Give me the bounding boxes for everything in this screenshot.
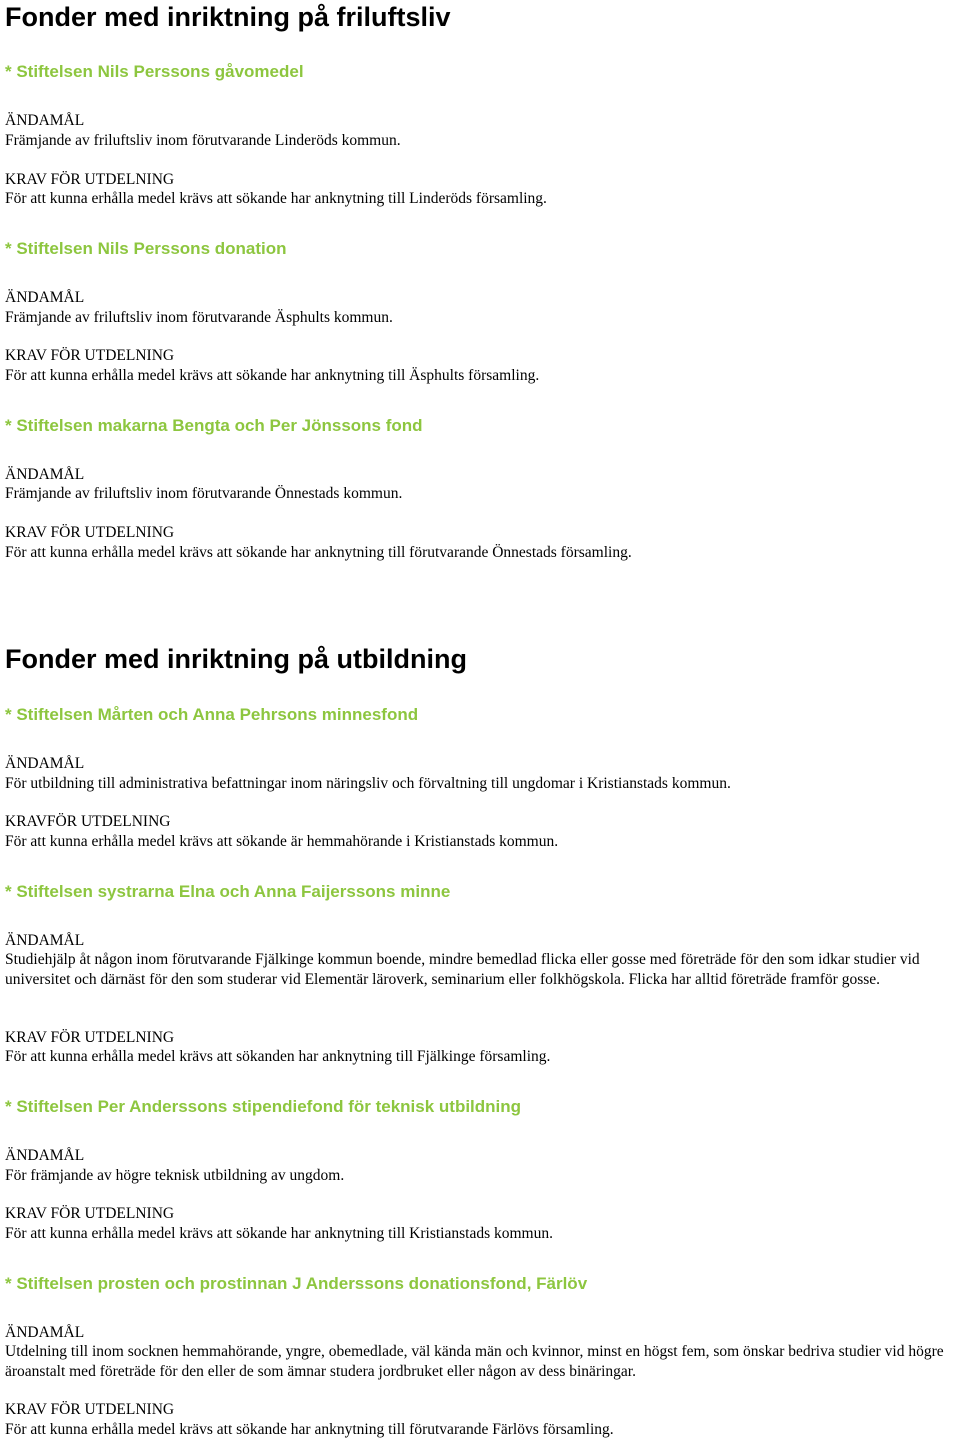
requirement-label: KRAV FÖR UTDELNING [5,1205,175,1222]
purpose-label: ÄNDAMÅL [5,755,85,772]
purpose-text: Främjande av friluftsliv inom förutvarande Äsphults kommun. [5,309,393,326]
purpose-text: Främjande av friluftsliv inom förutvarande Linderöds kommun. [5,132,401,149]
requirement-label: KRAV FÖR UTDELNING [5,1401,175,1418]
fund-title: * Stiftelsen Nils Perssons donation [5,239,287,258]
purpose-text: Utdelning till inom socknen hemmahörande, yngre, obemedlade, väl kända män och kvinnor, minst en högst fem, som önskar bedriva studier vid högre äroanstalt med företräde för den eller de som ämnar studera jordbruket eller någon av dess binäringar. [5,1343,944,1380]
requirement-text: För att kunna erhålla medel krävs att sökande har anknytning till Äsphults församling. [5,367,540,384]
requirement-label: KRAV FÖR UTDELNING [5,524,175,541]
section-title-friluftsliv: Fonder med inriktning på friluftsliv [5,2,451,32]
purpose-text: Studiehjälp åt någon inom förutvarande Fjälkinge kommun boende, mindre bemedlad flicka eller gosse med företräde för den som idkar studier vid universitet och därnäst för den som studerar vid Elementär läroverk, seminarium eller folkhögskola. Flicka har alltid företräde framför gosse. [5,951,920,988]
fund-title: * Stiftelsen Per Anderssons stipendiefond för teknisk utbildning [5,1097,522,1116]
purpose-text: Främjande av friluftsliv inom förutvarande Önnestads kommun. [5,485,403,502]
purpose-label: ÄNDAMÅL [5,112,85,129]
section-title-utbildning: Fonder med inriktning på utbildning [5,644,467,674]
fund-title: * Stiftelsen Mårten och Anna Pehrsons minnesfond [5,705,419,724]
purpose-label: ÄNDAMÅL [5,932,85,949]
requirement-text: För att kunna erhålla medel krävs att sökande är hemmahörande i Kristianstads kommun. [5,833,559,850]
fund-title: * Stiftelsen systrarna Elna och Anna Faijerssons minne [5,882,451,901]
fund-entry [5,62,304,82]
purpose-text: För utbildning till administrativa befattningar inom näringsliv och förvaltning till ungdomar i Kristianstads kommun. [5,775,731,792]
fund-title: * Stiftelsen prosten och prostinnan J Anderssons donationsfond, Färlöv [5,1274,588,1293]
purpose-label: ÄNDAMÅL [5,1147,85,1164]
purpose-text: För främjande av högre teknisk utbildning av ungdom. [5,1167,345,1184]
purpose-label: ÄNDAMÅL [5,466,85,483]
requirement-text: För att kunna erhålla medel krävs att sökande har anknytning till förutvarande Färlövs församling. [5,1421,614,1438]
requirement-label: KRAVFÖR UTDELNING [5,813,171,830]
requirement-label: KRAV FÖR UTDELNING [5,347,175,364]
requirement-label: KRAV FÖR UTDELNING [5,171,175,188]
requirement-text: För att kunna erhålla medel krävs att sökande har anknytning till Kristianstads kommun. [5,1225,553,1242]
purpose-label: ÄNDAMÅL [5,289,85,306]
purpose-label: ÄNDAMÅL [5,1324,85,1341]
fund-title: * Stiftelsen Nils Perssons gåvomedel [5,62,304,81]
fund-title: * Stiftelsen makarna Bengta och Per Jönssons fond [5,416,423,435]
requirement-text: För att kunna erhålla medel krävs att sökande har anknytning till Linderöds församling. [5,190,547,207]
requirement-text: För att kunna erhålla medel krävs att sökanden har anknytning till Fjälkinge församling. [5,1048,551,1065]
requirement-label: KRAV FÖR UTDELNING [5,1029,175,1046]
requirement-text: För att kunna erhålla medel krävs att sökande har anknytning till förutvarande Önnestads församling. [5,544,632,561]
